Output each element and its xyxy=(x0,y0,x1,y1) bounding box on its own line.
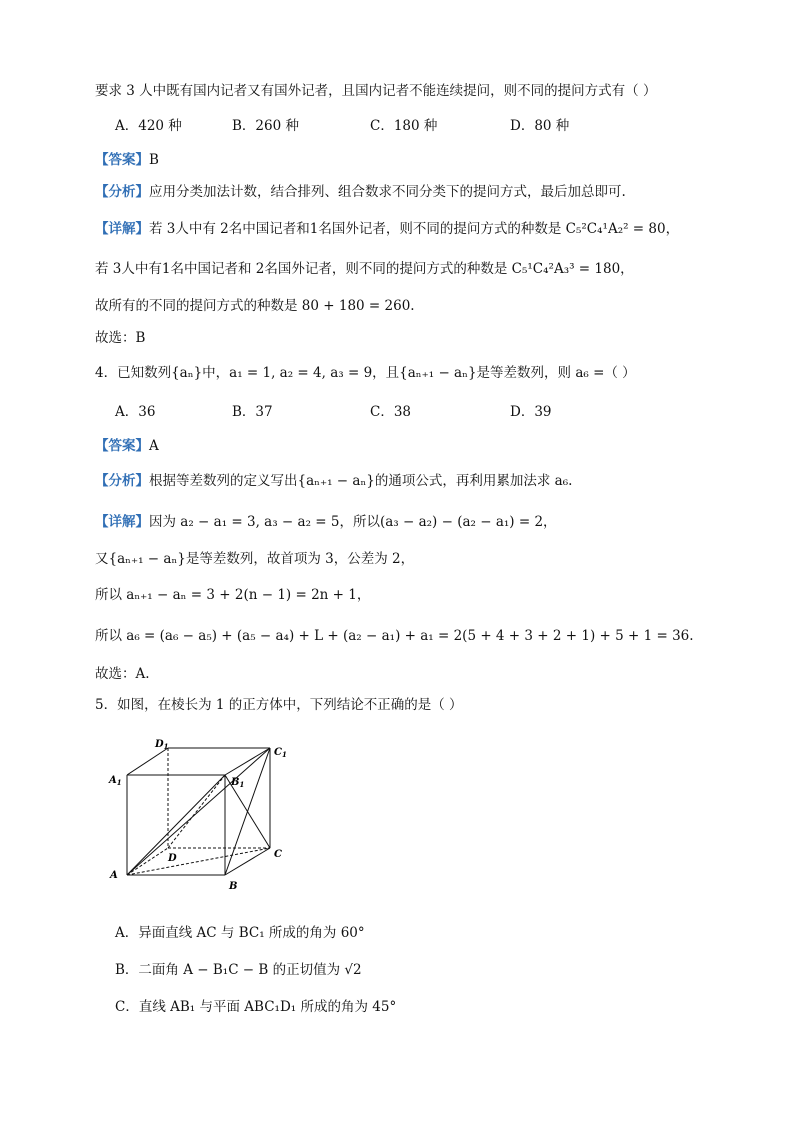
label-a: A xyxy=(110,870,118,881)
q4-detail-1 xyxy=(95,512,557,532)
q4-detail-1-text: 因为 a₂ − a₁ = 3, a₃ − a₂ = 5，所以(a₃ − a₂) − (a₂ − a₁) = 2， xyxy=(149,514,557,530)
q5-option-b: B．二面角 A − B₁C − B 的正切值为 √2 xyxy=(115,962,362,978)
label-c1: $C_1$ xyxy=(274,747,287,759)
q3-answer xyxy=(95,150,159,170)
label-d1: $D_1$ xyxy=(155,739,169,751)
label-b1: $B_1$ xyxy=(231,777,245,789)
q3-option-a: A．420 种 xyxy=(115,118,182,134)
detail-tag: 【详解】 xyxy=(95,221,149,237)
label-a1: $A_1$ xyxy=(109,775,122,787)
q4-detail-4: 所以 a₆ = (a₆ − a₅) + (a₅ − a₄) + L + (a₂ − a₁) + a₁ = 2(5 + 4 + 3 + 2 + 1) + 5 + 1 = 36. xyxy=(95,628,694,644)
q3-option-d: D．80 种 xyxy=(510,118,570,134)
q4-answer-value: A xyxy=(149,438,159,454)
q3-detail-2: 若 3人中有1名中国记者和 2名国外记者，则不同的提问方式的种数是 C₅¹C₄²A₃³ = 180， xyxy=(95,261,634,277)
answer-tag: 【答案】 xyxy=(95,438,149,454)
q4-option-b: B．37 xyxy=(232,404,273,420)
diag-bc1 xyxy=(225,748,270,875)
detail-tag: 【详解】 xyxy=(95,514,149,530)
hidden-diag-ac xyxy=(127,848,270,875)
q4-analysis xyxy=(95,471,572,491)
q3-option-c: C．180 种 xyxy=(370,118,438,134)
q3-option-b: B．260 种 xyxy=(232,118,299,134)
q4-choose: 故选：A. xyxy=(95,666,150,682)
q4-stem: 4．已知数列{aₙ}中，a₁ = 1, a₂ = 4, a₃ = 9，且{aₙ₊₁ − aₙ}是等差数列，则 a₆ =（ ） xyxy=(95,365,636,381)
q4-option-a: A．36 xyxy=(115,404,156,420)
analysis-tag: 【分析】 xyxy=(95,473,149,489)
q4-detail-3: 所以 aₙ₊₁ − aₙ = 3 + 2(n − 1) = 2n + 1， xyxy=(95,587,371,603)
q5-stem: 5．如图，在棱长为 1 的正方体中，下列结论不正确的是（ ） xyxy=(95,697,463,713)
label-c: C xyxy=(274,849,282,860)
q4-detail-2: 又{aₙ₊₁ − aₙ}是等差数列，故首项为 3，公差为 2， xyxy=(95,551,415,567)
answer-tag: 【答案】 xyxy=(95,152,149,168)
edge-c1b1 xyxy=(225,748,270,775)
edge-a1d1 xyxy=(127,748,168,775)
label-d: D xyxy=(168,853,177,864)
q3-detail-3: 故所有的不同的提问方式的种数是 80 + 180 = 260. xyxy=(95,298,415,314)
q4-analysis-text: 根据等差数列的定义写出{aₙ₊₁ − aₙ}的通项公式，再利用累加法求 a₆. xyxy=(149,473,573,489)
q3-analysis-text: 应用分类加法计数，结合排列、组合数求不同分类下的提问方式，最后加总即可. xyxy=(149,184,626,200)
hidden-diag-db1 xyxy=(168,775,225,848)
diag-ac1 xyxy=(127,748,270,875)
analysis-tag: 【分析】 xyxy=(95,184,149,200)
q5-option-c: C．直线 AB₁ 与平面 ABC₁D₁ 所成的角为 45° xyxy=(115,999,397,1015)
q4-option-c: C．38 xyxy=(370,404,412,420)
q3-choose: 故选：B xyxy=(95,330,146,346)
q4-answer xyxy=(95,436,159,456)
q3-detail-1-text: 若 3人中有 2名中国记者和1名国外记者，则不同的提问方式的种数是 C₅²C₄¹A₂² = 80， xyxy=(149,221,680,237)
cube-figure xyxy=(100,735,300,895)
q3-analysis xyxy=(95,182,626,202)
q3-detail-1 xyxy=(95,219,679,239)
q4-option-d: D．39 xyxy=(510,404,552,420)
q3-answer-value: B xyxy=(149,152,159,168)
q5-option-a: A．异面直线 AC 与 BC₁ 所成的角为 60° xyxy=(115,925,365,941)
q3-stem: 要求 3 人中既有国内记者又有国外记者，且国内记者不能连续提问，则不同的提问方式有（ ） xyxy=(95,83,657,99)
label-b: B xyxy=(229,881,238,892)
